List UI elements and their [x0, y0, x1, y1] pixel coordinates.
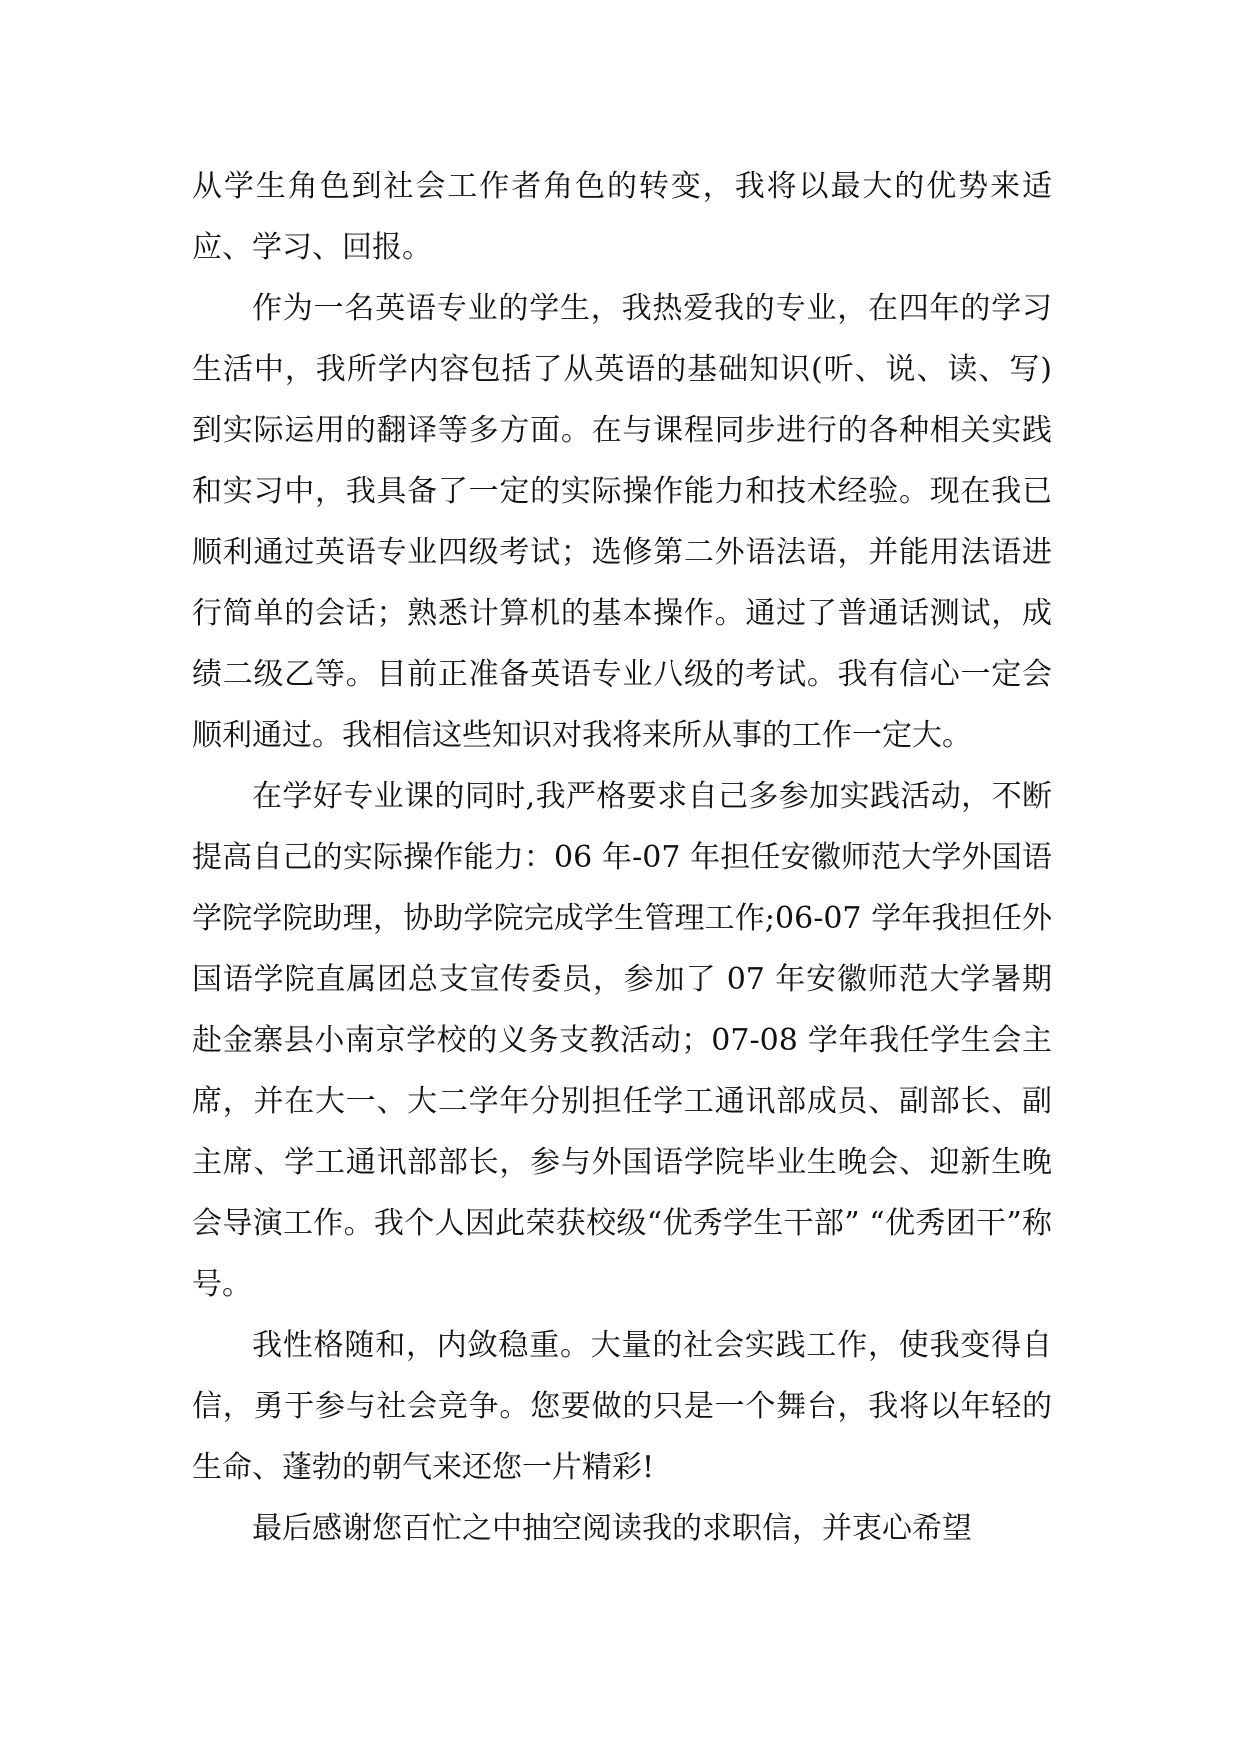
paragraph-transition: 从学生角色到社会工作者角色的转变，我将以最大的优势来适应、学习、回报。 — [192, 169, 1052, 265]
letter-body — [192, 156, 1052, 1559]
paragraph-personality: 我性格随和，内敛稳重。大量的社会实践工作，使我变得自信，勇于参与社会竞争。您要做的只是一个舞台，我将以年轻的生命、蓬勃的朝气来还您一片精彩! — [192, 1328, 1052, 1485]
paragraph-closing: 最后感谢您百忙之中抽空阅读我的求职信，并衷心希望 — [252, 1511, 972, 1546]
paragraph-major-skills: 作为一名英语专业的学生，我热爱我的专业，在四年的学习生活中，我所学内容包括了从英语的基础知识(听、说、读、写)到实际运用的翻译等多方面。在与课程同步进行的各种相关实践和实习中，我具备了一定的实际操作能力和技术经验。现在我已顺利通过英语专业四级考试；选修第二外语法语，并能用法语进行简单的会话；熟悉计算机的基本操作。通过了普通话测试，成绩二级乙等。目前正准备英语专业八级的考试。我有信心一定会顺利通过。我相信这些知识对我将来所从事的工作一定大。 — [192, 291, 1052, 753]
paragraph-practice-activities: 在学好专业课的同时,我严格要求自己多参加实践活动，不断提高自己的实际操作能力：06 年-07 年担任安徽师范大学外国语学院学院助理，协助学院完成学生管理工作;06-07 学年我担任外国语学院直属团总支宣传委员，参加了 07 年安徽师范大学暑期赴金寨县小南京学校的义务支教活动；07-08 学年我任学生会主席，并在大一、大二学年分别担任学工通讯部成员、副部长、副主席、学工通讯部部长，参与外国语学院毕业生晚会、迎新生晚会导演工作。我个人因此荣获校级“优秀学生干部” “优秀团干”称号。 — [192, 779, 1052, 1302]
